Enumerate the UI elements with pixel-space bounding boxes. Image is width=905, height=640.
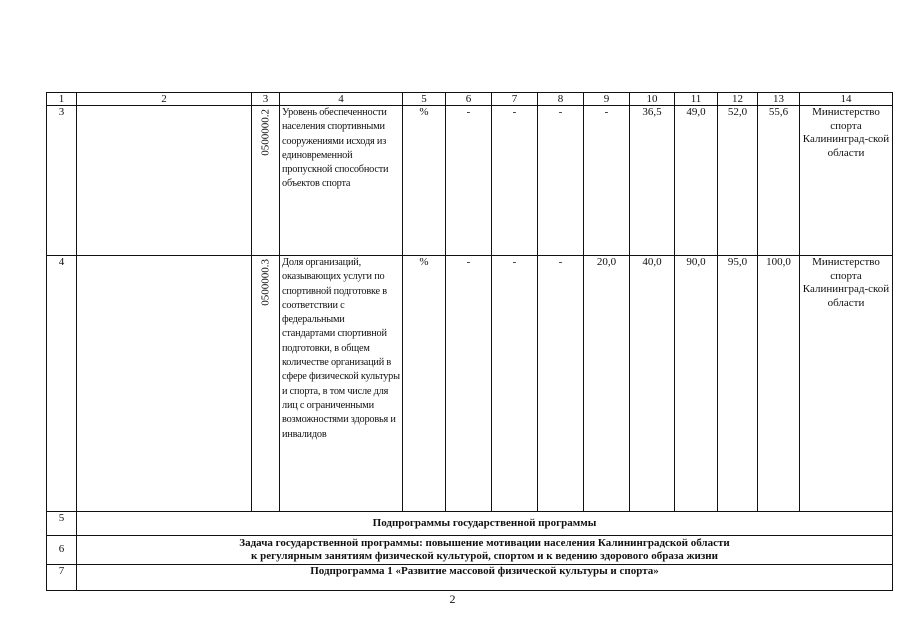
value-cell: - bbox=[538, 106, 584, 256]
row-number: 3 bbox=[47, 106, 77, 256]
value-cell: 95,0 bbox=[718, 256, 758, 512]
task-title-line: Задача государственной программы: повышение мотивации населения Калининградской области bbox=[239, 536, 730, 549]
indicator-code-text: 0500000.2 bbox=[259, 109, 271, 156]
unit-cell: % bbox=[403, 256, 446, 512]
subprogram-title: Подпрограмма 1 «Развитие массовой физической культуры и спорта» bbox=[77, 565, 893, 591]
value-cell: 40,0 bbox=[630, 256, 675, 512]
value-cell: 52,0 bbox=[718, 106, 758, 256]
row-number: 5 bbox=[47, 512, 77, 536]
column-number: 7 bbox=[492, 93, 538, 106]
value-cell: 20,0 bbox=[584, 256, 630, 512]
value-cell: - bbox=[492, 256, 538, 512]
task-title bbox=[77, 536, 893, 565]
table-row bbox=[47, 256, 893, 512]
column-number: 3 bbox=[252, 93, 280, 106]
value-cell: 100,0 bbox=[758, 256, 800, 512]
row-number: 6 bbox=[47, 536, 77, 565]
column-number: 1 bbox=[47, 93, 77, 106]
indicator-code-text: 0500000.3 bbox=[259, 259, 271, 306]
indicators-table bbox=[46, 92, 893, 591]
column-number: 12 bbox=[718, 93, 758, 106]
section-row bbox=[47, 536, 893, 565]
section-row bbox=[47, 512, 893, 536]
value-cell: 55,6 bbox=[758, 106, 800, 256]
value-cell: - bbox=[446, 256, 492, 512]
responsible-org: Министерство спорта Калининград-ской области bbox=[800, 106, 893, 256]
value-cell: 90,0 bbox=[675, 256, 718, 512]
column-number: 5 bbox=[403, 93, 446, 106]
section-title: Подпрограммы государственной программы bbox=[77, 512, 893, 536]
column-number: 9 bbox=[584, 93, 630, 106]
task-title-line: к регулярным занятиям физической культурой, спортом и к ведению здорового образа жизни bbox=[251, 550, 718, 562]
column-number: 11 bbox=[675, 93, 718, 106]
column-number: 14 bbox=[800, 93, 893, 106]
table-row bbox=[47, 106, 893, 256]
indicator-name: Уровень обеспеченности населения спортивными сооружениями исходя из единовременной пропускной способности объектов спорта bbox=[280, 106, 403, 256]
column-number: 13 bbox=[758, 93, 800, 106]
value-cell: - bbox=[538, 256, 584, 512]
row-col2 bbox=[77, 256, 252, 512]
column-number: 2 bbox=[77, 93, 252, 106]
column-number: 4 bbox=[280, 93, 403, 106]
page-number: 2 bbox=[449, 592, 456, 606]
value-cell: 36,5 bbox=[630, 106, 675, 256]
unit-cell: % bbox=[403, 106, 446, 256]
column-number: 8 bbox=[538, 93, 584, 106]
value-cell: 49,0 bbox=[675, 106, 718, 256]
value-cell: - bbox=[584, 106, 630, 256]
value-cell: - bbox=[446, 106, 492, 256]
indicator-name: Доля организаций, оказывающих услуги по спортивной подготовке в соответствии с федеральными стандартами спортивной подготовки, в общем количестве организаций в сфере физической культуры и спорта, в том числе для лиц с ограниченными возможностями здоровья и инвалидов bbox=[280, 256, 403, 512]
indicator-code bbox=[252, 256, 280, 512]
column-number-header-row bbox=[47, 93, 893, 106]
column-number: 10 bbox=[630, 93, 675, 106]
row-number: 7 bbox=[47, 565, 77, 591]
value-cell: - bbox=[492, 106, 538, 256]
row-col2 bbox=[77, 106, 252, 256]
indicator-code bbox=[252, 106, 280, 256]
row-number: 4 bbox=[47, 256, 77, 512]
responsible-org: Министерство спорта Калининград-ской области bbox=[800, 256, 893, 512]
section-row bbox=[47, 565, 893, 591]
column-number: 6 bbox=[446, 93, 492, 106]
